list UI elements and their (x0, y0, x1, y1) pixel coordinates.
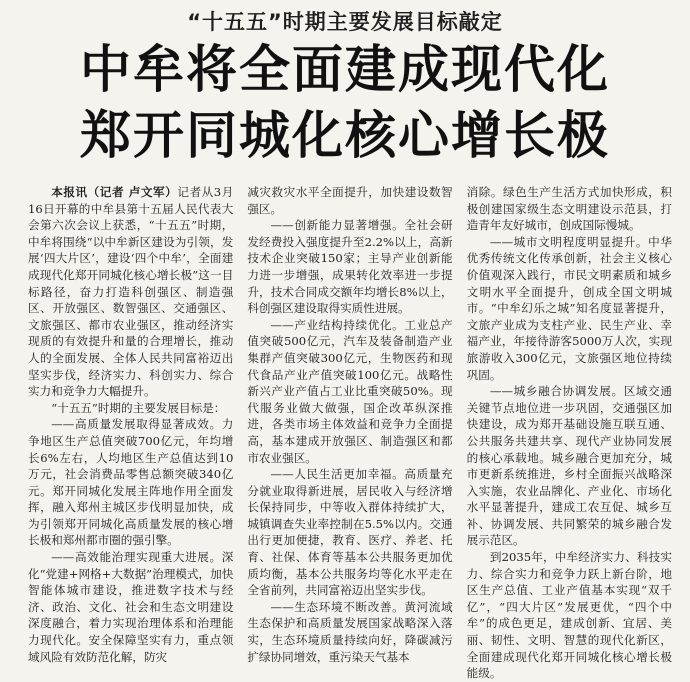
lead-text: 记者从3月16日开幕的中牟县第十五届人民代表大会第六次会议上获悉，“十五五”时期，中牟将围绕“以中牟新区建设为引领，发展‘四大片区’，建设‘四个中牟’，全面建成现代化郑开同城化核心增长极”这一目标路径，奋力打造科创强区、制造强区、开放强区、数智强区、交通强区、文旅强区、都市农业强区，推动经济实现质的有效提升和量的合理增长，推动人的全面发展、全体人民共同富裕迈出坚实步伐，经济实力、科创实力、综合实力和竞争力大幅提升。 (28, 185, 234, 399)
article-body (28, 184, 672, 681)
article-paragraph: ——城市文明程度明显提升。中华优秀传统文化传承创新，社会主义核心价值观深入践行，市民文明素质和城乡文明水平全面提升，创成全国文明城市。“中牟幻乐之城”知名度显著提升，文旅产业成为支柱产业、民生产业、幸福产业，年接待游客5000万人次，实现旅游收入300亿元，文旅强区地位持续巩固。 (466, 234, 672, 382)
article-paragraph: ——生态环境不断改善。黄河流域生态保护和高质量发展国家战略深入落实，生态环境质量持续向好，降碳减污扩绿协同增效，重污染天气基本 (247, 599, 453, 664)
main-headline-line-2: 郑开同城化核心增长极 (79, 107, 610, 166)
article-paragraph: ——城乡融合协调发展。区域交通关键节点地位进一步巩固，交通强区加快建设，成为郑开基础设施互联互通、公共服务共建共享、现代产业协同发展的核心承载地。城乡融合更加充分，城市更新系统推进，乡村全面振兴战略深入实施，农业品牌化、产业化、市场化水平显著提升，建成工农互促、城乡互补、协调发展、共同繁荣的城乡融合发展示范区。 (466, 384, 672, 548)
article-paragraph: 消除。绿色生产生活方式加快形成，积极创建国家级生态文明建设示范县，打造青年友好城市，创成国际慢城。 (466, 185, 672, 233)
article-paragraph: 减灾救灾水平全面提升，加快建设数智强区。 (247, 185, 453, 216)
kicker-headline: “十五五”时期主要发展目标敲定 (187, 10, 503, 34)
article-paragraph: ——产业结构持续优化。工业总产值突破500亿元，汽车及装备制造产业集群产值突破300亿元，生物医药和现代食品产业产值突破100亿元。战略性新兴产业产值占工业比重突破50%。现代服务业做大做强，国企改革纵深推进，各类市场主体效益和竞争力全面提高，基本建成开放强区、制造强区和都市农业强区。 (247, 317, 453, 465)
main-headline-line-1: 中牟将全面建成现代化 (79, 41, 610, 100)
article-paragraph: 到2035年，中牟经济实力、科技实力、综合实力和竞争力跃上新台阶，地区生产总值、工业产值基本实现“双千亿”，“四大片区”发展更优，“四个中牟”的成色更足，建成创新、宜居、美丽、韧性、文明、智慧的现代化新区，全面建成现代化郑开同城化核心增长极能级。 (466, 550, 672, 681)
article-paragraph (28, 184, 233, 400)
article-paragraph: ——人民生活更加幸福。高质量充分就业取得新进展，居民收入与经济增长保持同步，中等收入群体持续扩大，城镇调查失业率控制在5.5%以内。交通出行更加便捷，教育、医疗、养老、托育、社保、体育等基本公共服务更加优质均衡，基本公共服务均等化水平走在全省前列，共同富裕迈出坚实步伐。 (247, 467, 453, 598)
article-column-2 (247, 184, 453, 664)
article-column-1 (28, 184, 234, 664)
article-paragraph: “十五五”时期的主要发展目标是： (51, 400, 226, 415)
byline: 本报讯（记者 卢文军） (51, 185, 178, 199)
article-paragraph: ——高效能治理实现重大进展。深化“党建+网格+大数据”治理模式，加快智能体城市建设，推进数字技术与经济、政治、文化、社会和生态文明建设深度融合，着力实现治理体系和治理能力现代化。安全保障坚实有力，重点领域风险有效防范化解，防灾 (28, 550, 234, 664)
article-paragraph: ——高质量发展取得显著成效。力争地区生产总值突破700亿元，年均增长6%左右，人均地区生产总值达到10万元，社会消费品零售总额突破340亿元。郑开同城化发展主阵地作用全面发挥，融入郑州主城区步伐明显加快，成为引领郑开同城化高质量发展的核心增长极和郑州都市圈的强引擎。 (28, 417, 234, 548)
article-column-3 (466, 184, 672, 681)
article-paragraph: ——创新能力显著增强。全社会研发经费投入强度提升至2.2%以上，高新技术企业突破150家；主导产业创新能力进一步增强，成果转化效率进一步提升，技术合同成交额年均增长8%以上，科创强区建设取得实质性进展。 (247, 218, 453, 316)
